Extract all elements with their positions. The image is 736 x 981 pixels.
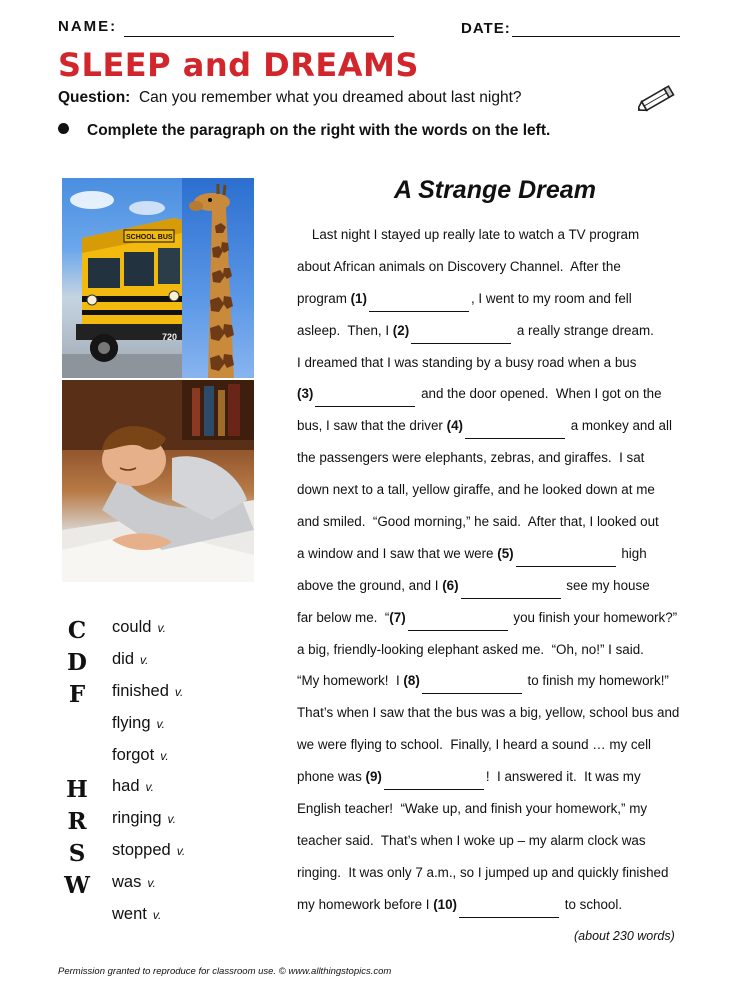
instruction-text: Complete the paragraph on the right with the words on the left. xyxy=(87,122,551,139)
answer-blank[interactable] xyxy=(369,291,469,312)
story-line xyxy=(297,480,707,512)
part-of-speech: v. xyxy=(145,780,154,795)
name-line[interactable] xyxy=(124,36,394,37)
word-bank-item xyxy=(112,614,185,646)
blank-number: (7) xyxy=(389,609,406,625)
story-line xyxy=(297,703,707,735)
date-label: DATE: xyxy=(461,20,511,37)
story-text: That’s when I saw that the bus was a big, yellow, school bus and xyxy=(297,705,680,721)
question xyxy=(58,89,522,107)
story-text: you finish your homework?” xyxy=(509,609,678,625)
story-line xyxy=(297,735,707,767)
story-paragraph xyxy=(297,225,707,927)
word-bank-item xyxy=(112,742,185,774)
part-of-speech: v. xyxy=(147,876,156,891)
story-line xyxy=(297,608,707,640)
instruction xyxy=(58,122,550,140)
answer-blank[interactable] xyxy=(516,546,616,567)
bus-sign: SCHOOL BUS xyxy=(126,234,173,241)
story-line xyxy=(297,416,707,448)
story-text: down next to a tall, yellow giraffe, and he looked down at me xyxy=(297,482,655,498)
word-bank-item xyxy=(112,805,185,837)
part-of-speech: v. xyxy=(167,812,176,827)
index-letter: W xyxy=(64,872,90,900)
story-text: a really strange dream. xyxy=(513,322,654,338)
index-letter xyxy=(62,903,92,935)
blank-number: (5) xyxy=(497,545,514,561)
part-of-speech: v. xyxy=(156,716,165,731)
part-of-speech: v. xyxy=(157,621,166,635)
story-text: program xyxy=(297,290,351,306)
story-line xyxy=(297,512,707,544)
word: could xyxy=(112,618,152,636)
bullet-icon xyxy=(58,123,69,134)
story-text: ! I answered it. It was my xyxy=(485,769,641,785)
word: ringing xyxy=(112,809,162,828)
letter-column xyxy=(62,616,92,935)
story-text: “My homework! I xyxy=(297,673,404,689)
index-letter: D xyxy=(67,648,87,676)
word-bank-item xyxy=(112,837,185,869)
word-bank-item xyxy=(112,710,185,742)
story-text: the passengers were elephants, zebras, and giraffes. I sat xyxy=(297,450,645,466)
story-text: phone was xyxy=(297,769,366,785)
story-text: ringing. It was only 7 a.m., so I jumped up and quickly finished xyxy=(297,864,669,880)
word-bank-item xyxy=(112,869,185,901)
answer-blank[interactable] xyxy=(422,673,522,694)
blank-number: (4) xyxy=(446,418,463,434)
story-line xyxy=(297,225,707,257)
story-text: about African animals on Discovery Channel. After the xyxy=(297,258,621,274)
word: stopped xyxy=(112,841,171,860)
story-text: to school. xyxy=(561,896,623,912)
story-line xyxy=(297,321,707,353)
index-letter: H xyxy=(66,776,88,804)
footer: Permission granted to reproduce for classroom use. © www.allthingstopics.com xyxy=(58,966,392,977)
story-text: and smiled. “Good morning,” he said. After that, I looked out xyxy=(297,514,659,530)
blank-number: (1) xyxy=(350,290,367,306)
story-text: Last night I stayed up really late to watch a TV program xyxy=(297,227,640,242)
blank-number: (8) xyxy=(403,673,420,689)
part-of-speech: v. xyxy=(174,684,184,699)
story-line xyxy=(297,799,707,831)
story-line xyxy=(297,863,707,895)
story-text: I dreamed that I was standing by a busy road when a bus xyxy=(297,354,637,370)
index-letter xyxy=(62,744,92,776)
story-text: bus, I saw that the driver xyxy=(297,418,447,434)
giraffe-photo xyxy=(182,178,254,378)
page-title: SLEEP and DREAMS xyxy=(58,46,419,84)
blank-number: (2) xyxy=(392,322,410,338)
word-bank xyxy=(112,614,185,933)
word-bank-item xyxy=(112,678,185,710)
story-text: asleep. Then, I xyxy=(297,322,393,338)
story-text: a window and I saw that we were xyxy=(297,545,498,561)
story-line xyxy=(297,576,707,608)
story-text: , I went to my room and fell xyxy=(470,290,632,306)
story-title: A Strange Dream xyxy=(394,176,596,204)
answer-blank[interactable] xyxy=(384,769,484,790)
answer-blank[interactable] xyxy=(461,578,561,599)
question-label: Question: xyxy=(58,89,131,106)
school-bus-photo xyxy=(62,178,182,378)
blank-number: (3) xyxy=(297,386,314,402)
story-text: high xyxy=(617,545,647,561)
word-bank-item xyxy=(112,901,185,933)
answer-blank[interactable] xyxy=(465,418,565,439)
story-line xyxy=(297,671,707,703)
part-of-speech: v. xyxy=(152,908,162,923)
story-line xyxy=(297,895,707,927)
part-of-speech: v. xyxy=(176,844,186,859)
answer-blank[interactable] xyxy=(408,610,508,631)
word: forgot xyxy=(112,745,155,764)
story-line xyxy=(297,257,707,289)
story-text: far below me. “ xyxy=(297,609,390,625)
index-letter xyxy=(62,712,92,744)
date-line[interactable] xyxy=(512,36,680,37)
story-text: a big, friendly-looking elephant asked me. “Oh, no!” I said. xyxy=(297,641,644,657)
part-of-speech: v. xyxy=(140,652,149,667)
story-line xyxy=(297,384,707,416)
story-line xyxy=(297,767,707,799)
story-text: we were flying to school. Finally, I heard a sound … my cell xyxy=(297,737,652,753)
index-letter: C xyxy=(67,617,87,644)
word: did xyxy=(112,649,135,668)
blank-number: (6) xyxy=(442,577,459,593)
story-text: to finish my homework!” xyxy=(523,673,669,689)
story-text: and the door opened. When I got on the xyxy=(417,386,662,402)
story-line xyxy=(297,544,707,576)
index-letter: S xyxy=(68,840,86,868)
word-bank-item xyxy=(112,773,185,805)
blank-number: (9) xyxy=(365,769,382,785)
word: finished xyxy=(112,681,169,700)
story-text: see my house xyxy=(562,577,650,593)
story-line xyxy=(297,353,707,385)
index-letter: R xyxy=(67,808,87,836)
name-label: NAME: xyxy=(58,18,118,35)
story-text: my homework before I xyxy=(297,896,434,912)
story-text: English teacher! “Wake up, and finish your homework,” my xyxy=(297,801,648,817)
blank-number: (10) xyxy=(433,896,458,912)
word: went xyxy=(112,905,147,924)
story-text: teacher said. That’s when I woke up – my alarm clock was xyxy=(297,832,646,848)
answer-blank[interactable] xyxy=(315,386,415,407)
word: was xyxy=(112,873,142,892)
story-line xyxy=(297,448,707,480)
answer-blank[interactable] xyxy=(411,323,511,344)
word: flying xyxy=(112,713,151,732)
question-text: Can you remember what you dreamed about last night? xyxy=(138,89,522,106)
bus-number: 720 xyxy=(162,332,178,342)
word-count: (about 230 words) xyxy=(574,929,675,943)
word: had xyxy=(112,777,140,796)
sleeping-boy-photo xyxy=(62,380,254,582)
story-line xyxy=(297,289,707,321)
part-of-speech: v. xyxy=(160,748,169,763)
story-line xyxy=(297,831,707,863)
story-text: a monkey and all xyxy=(566,418,672,434)
story-line xyxy=(297,640,707,672)
word-bank-item xyxy=(112,646,185,678)
answer-blank[interactable] xyxy=(459,897,559,918)
story-text: above the ground, and I xyxy=(297,577,443,593)
index-letter: F xyxy=(68,680,86,708)
pencil-icon xyxy=(638,82,678,114)
